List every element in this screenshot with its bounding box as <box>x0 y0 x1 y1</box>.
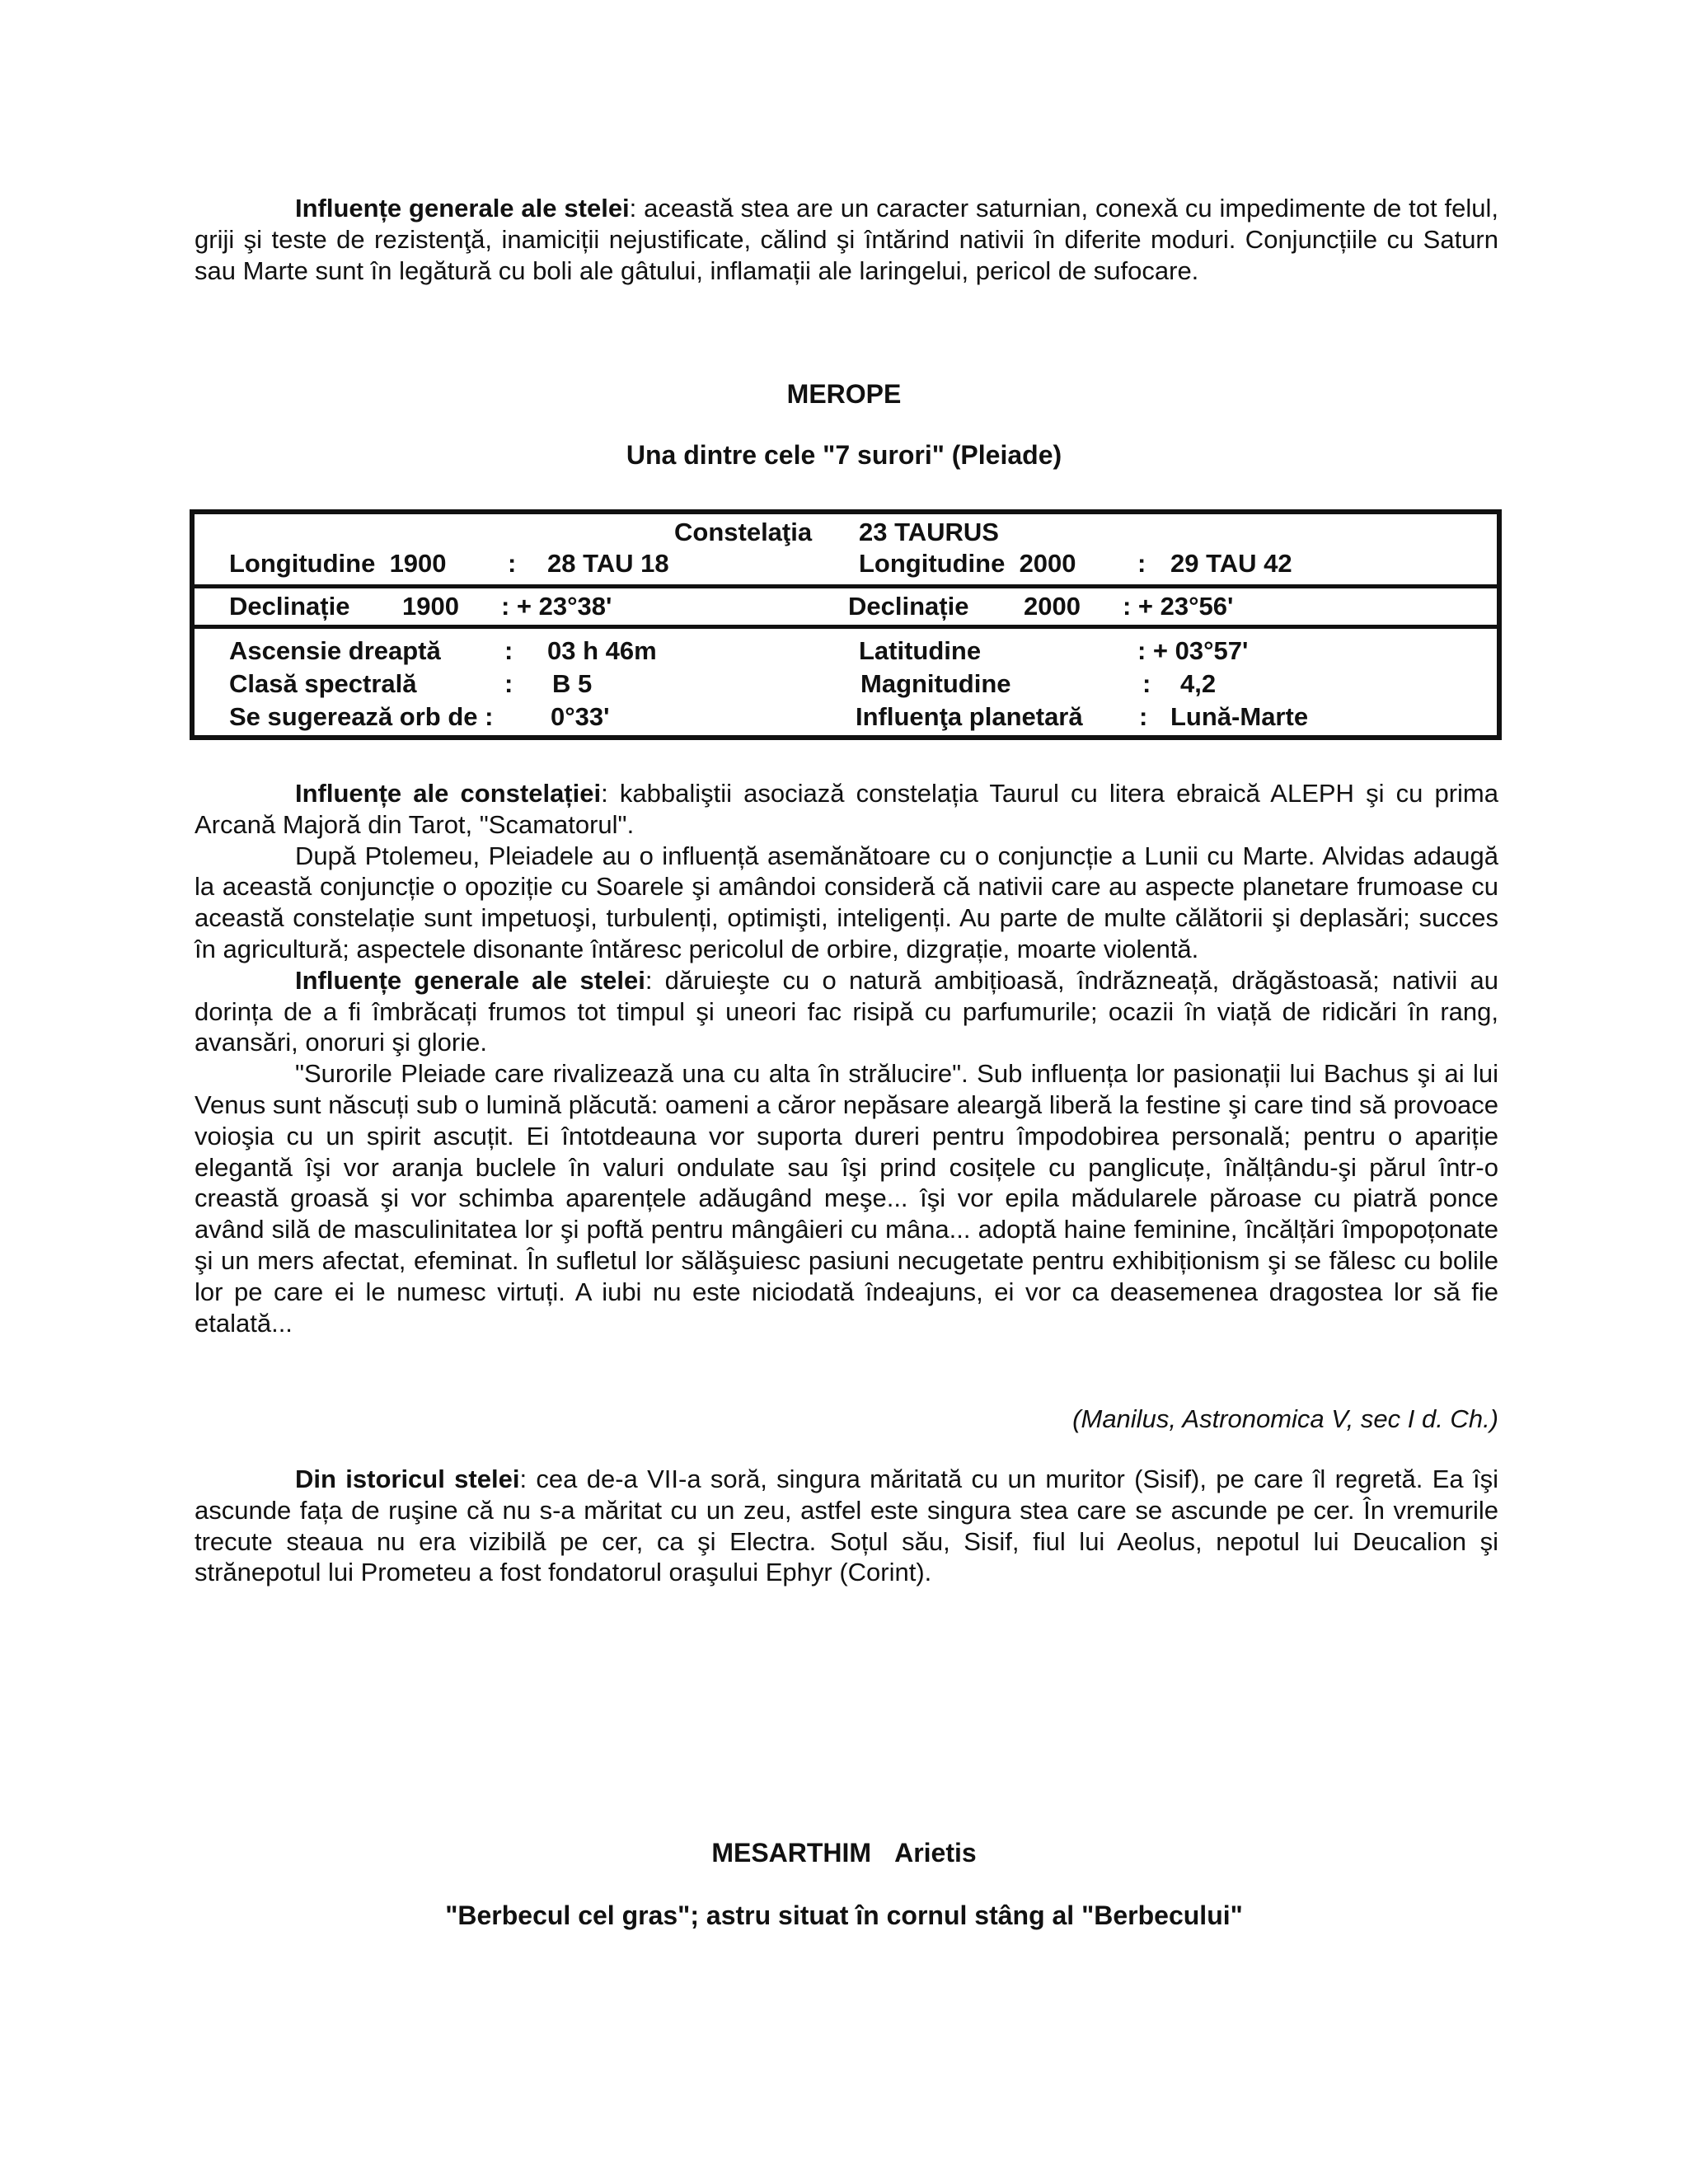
declination-2000-year: 2000 <box>1024 592 1081 621</box>
star-data-table <box>190 509 1502 740</box>
planetary-influence-value: Lună-Marte <box>1170 702 1309 731</box>
spectral-class-label: Clasă spectrală <box>229 669 417 698</box>
longitude-2000-value: 29 TAU 42 <box>1170 549 1292 578</box>
next-star-name: MESARTHIM <box>711 1838 872 1868</box>
longitude-2000-label: Longitudine 2000 <box>859 549 1076 578</box>
paragraph-label: Din istoricul stelei <box>295 1465 520 1493</box>
magnitude-separator: : <box>1142 669 1151 698</box>
declination-1900-value: : + 23°38' <box>501 592 612 621</box>
star-title: MEROPE <box>786 379 902 409</box>
paragraph-text: : kabbaliştii asociază constelația Taurul cu litera ebraică ALEPH şi cu prima Arcană Majoră din Tarot, "Scamatorul". <box>195 779 1499 839</box>
next-star-constellation: Arietis <box>894 1838 977 1868</box>
quotation-paragraph: "Surorile Pleiade care rivalizează una cu alta în strălucire". Sub influența lor pasionații lui Bachus şi ai lui Venus sunt născuți sub o lumină plăcută: oameni a căror nepăsare aleargă liberă la festine şi care tind să provoace voioşia cu un spirit ascuțit. Ei întotdeauna vor suporta dureri pentru împodobirea personală; pentru o apariție elegantă îşi vor aranja buclele în valuri ondulate sau îşi prind cosițele cu panglicuțe, înălțându-şi părul într-o creastă groasă şi vor schimba aparențele adăugând meşe... îşi vor epila mădularele păroase cu piatră ponce având silă de masculinitatea lor şi poftă pentru mângâieri cu mâna... adoptă haine feminine, încălțări împopoțonate şi un mers afectat, efeminat. În sufletul lor sălăşuiesc pasiuni necugetate pentru exhibiționism şi se fălesc cu bolile lor pe care ei le numesc virtuți. A iubi nu este niciodată îndeajuns, ei vor ca deasemenea dragostea lor să fie etalată... <box>195 1059 1498 1338</box>
latitude-label: Latitudine <box>859 636 982 665</box>
declination-2000-value: : + 23°56' <box>1123 592 1234 621</box>
constelatie-value: 23 TAURUS <box>859 518 999 546</box>
table-divider <box>195 584 1497 588</box>
orb-label: Se sugerează orb de : <box>229 702 494 731</box>
paragraph-text: : cea de-a VII-a soră, singura măritată cu un muritor (Sisif), pe care îl regretă. Ea îşi ascunde fața de ruşine că nu s-a măritat cu un zeu, astfel este singura stea care se ascunde pe cer. În vremurile trecute steaua nu era vizibilă pe cer, ca şi Electra. Soțul său, Sisif, fiul lui Aeolus, nepotul lui Deucalion şi strănepotul lui Prometeu a fost fondatorul oraşului Ephyr (Corint). <box>195 1465 1498 1587</box>
paragraph-text: : dăruieşte cu o natură ambițioasă, îndrăzneață, drăgăstoasă; nativii au dorința de a fi îmbrăcați frumos tot timpul şi uneori fac risipă cu parfumurile; ocazii în viață de ridicări în rang, avansări, onoruri şi glorie. <box>195 965 1498 1057</box>
longitude-2000-separator: : <box>1137 549 1146 578</box>
intro-text: : această stea are un caracter saturnian, conexă cu impedimente de tot felul, griji şi teste de rezistenţă, inamiciții nejustificate, călind şi întărind nativii în diferite moduri. Conjuncțiile cu Saturn sau Marte sunt în legătură cu boli ale gâtului, inflamații ale laringelui, pericol de sufocare. <box>195 194 1498 285</box>
longitude-1900-label: Longitudine 1900 <box>229 549 447 578</box>
next-star-title <box>0 1838 1688 1868</box>
latitude-value: : + 03°57' <box>1137 636 1249 665</box>
table-divider <box>195 625 1497 629</box>
orb-value: 0°33' <box>551 702 610 731</box>
intro-paragraph <box>195 193 1498 286</box>
star-influences-paragraph <box>195 965 1498 1058</box>
right-ascension-separator: : <box>504 636 513 665</box>
constellation-influences-paragraph <box>195 778 1498 841</box>
history-paragraph <box>195 1464 1498 1588</box>
body-section <box>195 778 1498 1338</box>
spectral-class-separator: : <box>504 669 513 698</box>
declination-2000-label: Declinație <box>848 592 969 621</box>
paragraph-label: Influențe ale constelației <box>295 779 602 808</box>
planetary-influence-separator: : <box>1139 702 1148 731</box>
intro-label: Influențe generale ale stelei <box>295 194 630 223</box>
longitude-1900-separator: : <box>508 549 517 578</box>
right-ascension-label: Ascensie dreaptă <box>229 636 441 665</box>
paragraph-label: Influențe generale ale stelei <box>295 965 645 995</box>
next-star-subtitle: "Berbecul cel gras"; astru situat în cornul stâng al "Berbecului" <box>445 1900 1243 1930</box>
history-section <box>195 1464 1498 1588</box>
citation: (Manilus, Astronomica V, sec I d. Ch.) <box>1072 1404 1498 1433</box>
ptolemy-paragraph: După Ptolemeu, Pleiadele au o influență asemănătoare cu o conjuncție a Lunii cu Marte. Alvidas adaugă la această conjuncție o opoziție cu Soarele şi amândoi consideră că nativii care au aspecte planetare frumoase cu această constelație sunt impetuoşi, turbulenți, optimişti, inteligenți. Au parte de multe călătorii şi deplasări; succes în agricultură; aspectele disonante întăresc pericolul de orbire, dizgrație, moarte violentă. <box>195 841 1498 963</box>
spectral-class-value: B 5 <box>552 669 593 698</box>
planetary-influence-label: Influenţa planetară <box>856 702 1083 731</box>
magnitude-value: 4,2 <box>1180 669 1217 698</box>
intro-section <box>195 193 1498 286</box>
star-subtitle: Una dintre cele "7 surori" (Pleiade) <box>626 440 1062 470</box>
longitude-1900-value: 28 TAU 18 <box>547 549 669 578</box>
right-ascension-value: 03 h 46m <box>547 636 657 665</box>
declination-1900-label: Declinație <box>229 592 350 621</box>
constelatie-label: Constelaţia <box>674 518 813 546</box>
declination-1900-year: 1900 <box>402 592 459 621</box>
magnitude-label: Magnitudine <box>860 669 1011 698</box>
